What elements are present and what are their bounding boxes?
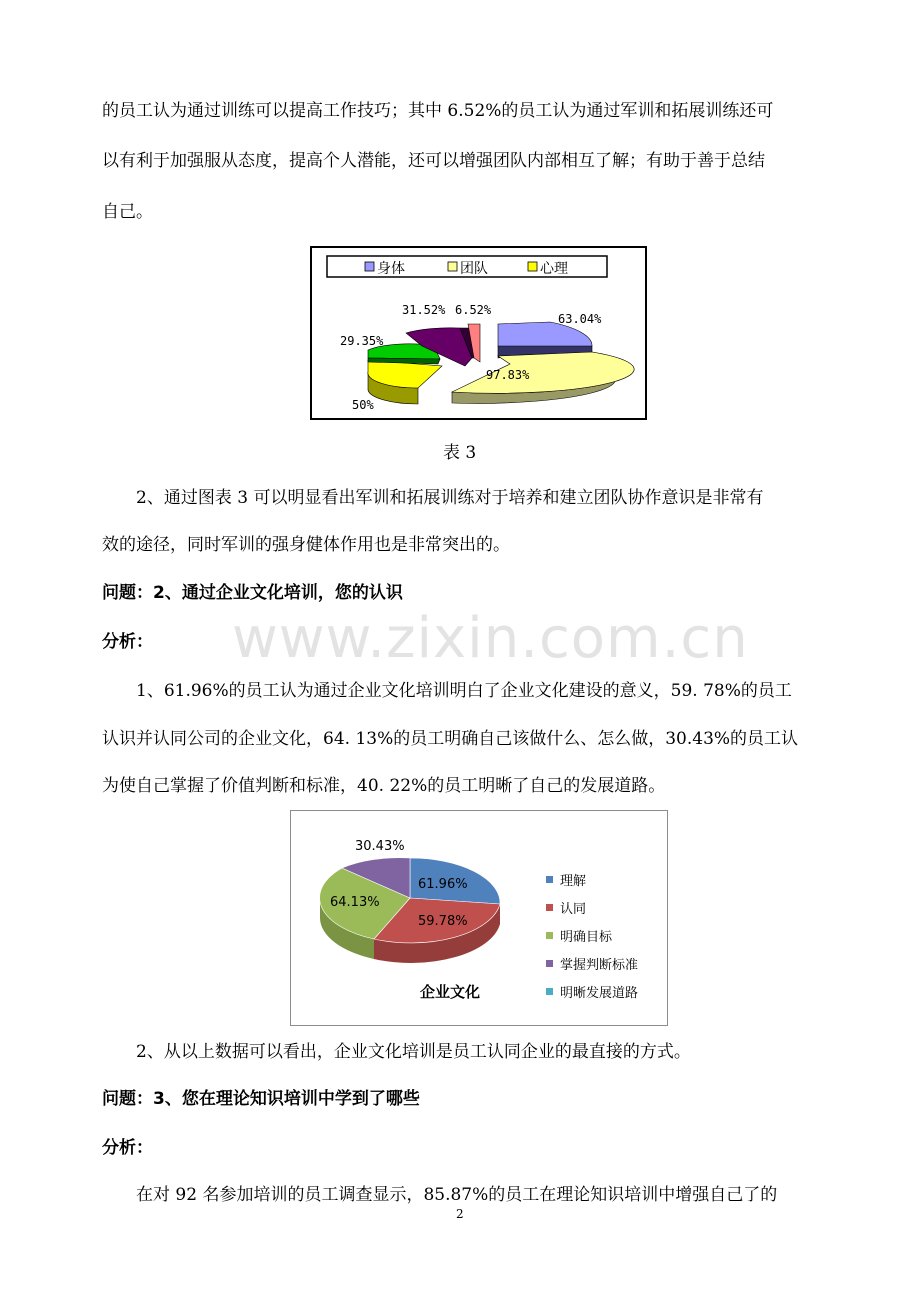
chart1-label-31: 31.52% [402,303,446,317]
chart1-label-50: 50% [352,398,374,412]
page-number: 2 [456,1207,464,1221]
chart1-label-6: 6.52% [455,303,492,317]
paragraph-line: 的员工认为通过训练可以提高工作技巧；其中 6.52%的员工认为通过军训和拓展训练还可 [102,101,774,121]
legend-label-mind: 心理 [540,261,568,277]
paragraph-line: 2、通过图表 3 可以明显看出军训和拓展训练对于培养和建立团队协作意识是非常有 [136,488,764,508]
legend-label-understand: 理解 [560,874,587,889]
chart2-label-30: 30.43% [355,839,405,854]
paragraph-line: 1、61.96%的员工认为通过企业文化培训明白了企业文化建设的意义，59. 78%的员工 [136,681,792,701]
legend-swatch-understand [546,876,553,883]
paragraph-line: 自己。 [102,202,153,222]
paragraph-line: 为使自己掌握了价值判断和标准，40. 22%的员工明晰了自己的发展道路。 [102,776,666,796]
chart1-figure [310,246,647,420]
legend-label-agree: 认同 [560,902,587,917]
paragraph-line: 在对 92 名参加培训的员工调查显示，85.87%的员工在理论知识培训中增强自己了的 [136,1185,778,1205]
paragraph-line: 效的途径，同时军训的强身健体作用也是非常突出的。 [102,535,510,555]
legend-swatch-body [365,262,374,271]
chart2-label-61: 61.96% [418,877,468,892]
analysis-label: 分析： [102,632,153,652]
chart1-label-97: 97.83% [486,368,530,382]
analysis-label: 分析： [102,1138,153,1158]
legend-label-judgment: 掌握判断标准 [560,958,639,973]
legend-label-body: 身体 [377,261,405,277]
legend-swatch-judgment [546,960,553,967]
chart2-label-59: 59.78% [418,914,468,929]
legend-label-team: 团队 [460,261,488,277]
watermark: www.zixin.com.cn [232,606,749,671]
question-heading: 问题：2、通过企业文化培训，您的认识 [102,583,403,603]
legend-label-goal: 明确目标 [560,930,613,945]
legend-swatch-goal [546,932,553,939]
chart2-figure [290,810,668,1026]
chart1-label-63: 63.04% [558,312,602,326]
question-heading: 问题：3、您在理论知识培训中学到了哪些 [102,1089,420,1109]
chart1-caption: 表 3 [443,443,477,463]
paragraph-line: 2、从以上数据可以看出，企业文化培训是员工认同企业的最直接的方式。 [136,1042,691,1062]
paragraph-line: 认识并认同公司的企业文化，64. 13%的员工明确自己该做什么、怎么做，30.43%的员工认 [102,729,799,749]
legend-swatch-path [546,988,553,995]
paragraph-line: 以有利于加强服从态度，提高个人潜能，还可以增强团队内部相互了解；有助于善于总结 [102,151,765,171]
legend-swatch-mind [528,262,537,271]
chart1-label-29: 29.35% [340,334,384,348]
chart1-legend [327,256,607,277]
legend-label-path: 明晰发展道路 [560,986,639,1001]
chart2-title: 企业文化 [420,983,481,1001]
legend-swatch-team [448,262,457,271]
legend-swatch-agree [546,904,553,911]
chart2-label-64: 64.13% [330,895,380,910]
